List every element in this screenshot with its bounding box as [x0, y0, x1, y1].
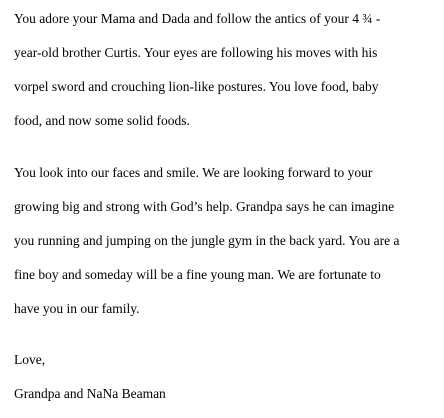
paragraph-2-line-1: You look into our faces and smile. We are looking forward to your — [14, 165, 373, 180]
paragraph-1-line-1: You adore your Mama and Dada and follow the antics of your 4 ¾ - — [14, 11, 381, 26]
paragraph-2-line-4: fine boy and someday will be a fine young man. We are fortunate to — [14, 267, 381, 282]
paragraph-2-line-2: growing big and strong with God’s help. Grandpa says he can imagine — [14, 199, 395, 214]
paragraph-1-line-2: year-old brother Curtis. Your eyes are following his moves with his — [14, 45, 378, 60]
paragraph-1-line-3: vorpel sword and crouching lion-like postures. You love food, baby — [14, 79, 379, 94]
letter-signature: Grandpa and NaNa Beaman — [14, 386, 166, 401]
paragraph-2-line-3: you running and jumping on the jungle gym in the back yard. You are a — [14, 233, 400, 248]
paragraph-1-line-4: food, and now some solid foods. — [14, 113, 190, 128]
letter-closing: Love, — [14, 352, 46, 367]
paragraph-2-line-5: have you in our family. — [14, 301, 140, 316]
